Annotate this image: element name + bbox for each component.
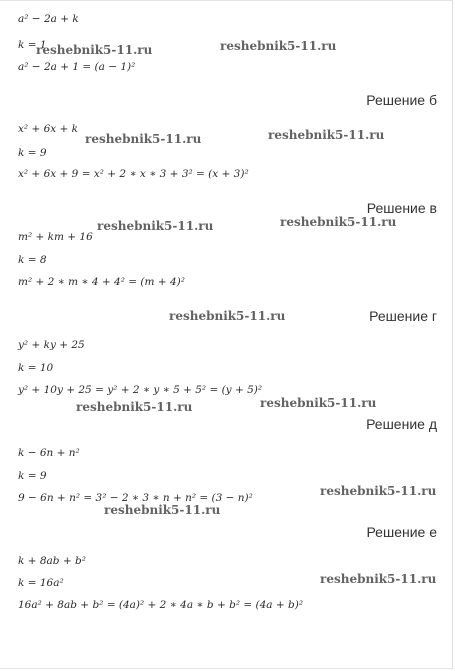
- watermark: reshebnik5-11.ru: [104, 503, 221, 517]
- coefficient-line: k = 9: [18, 147, 47, 159]
- watermark: reshebnik5-11.ru: [320, 484, 437, 498]
- watermark: reshebnik5-11.ru: [280, 215, 397, 229]
- watermark: reshebnik5-11.ru: [268, 128, 385, 142]
- coefficient-line: k = 1: [18, 39, 47, 51]
- result-line: m² + 2 ∗ m ∗ 4 + 4² = (m + 4)²: [18, 276, 185, 288]
- result-line: x² + 6x + 9 = x² + 2 ∗ x ∗ 3 + 3² = (x + 3)²: [18, 168, 249, 180]
- watermark: reshebnik5-11.ru: [97, 219, 214, 233]
- expression-line: a² − 2a + k: [18, 13, 79, 25]
- expression-line: k − 6n + n²: [18, 447, 80, 459]
- watermark: reshebnik5-11.ru: [36, 43, 153, 57]
- section-heading-v: Решение в: [366, 200, 437, 216]
- result-line: a² − 2a + 1 = (a − 1)²: [18, 61, 136, 73]
- expression-line: m² + km + 16: [18, 231, 93, 243]
- result-line: 9 − 6n + n² = 3² − 2 ∗ 3 ∗ n + n² = (3 − n)²: [18, 492, 253, 504]
- section-heading-b: Решение б: [366, 92, 437, 108]
- coefficient-line: k = 8: [18, 254, 47, 266]
- watermark: reshebnik5-11.ru: [260, 396, 377, 410]
- section-heading-e: Решение е: [366, 524, 437, 540]
- coefficient-line: k = 16a²: [18, 577, 64, 589]
- expression-line: x² + 6x + k: [18, 123, 79, 135]
- watermark: reshebnik5-11.ru: [76, 400, 193, 414]
- expression-line: y² + ky + 25: [18, 339, 85, 351]
- section-heading-g: Решение г: [369, 308, 437, 324]
- watermark: reshebnik5-11.ru: [320, 572, 437, 586]
- result-line: 16a² + 8ab + b² = (4a)² + 2 ∗ 4a ∗ b + b² = (4a + b)²: [18, 599, 304, 611]
- watermark: reshebnik5-11.ru: [85, 132, 202, 146]
- watermark: reshebnik5-11.ru: [220, 39, 337, 53]
- coefficient-line: k = 10: [18, 362, 54, 374]
- expression-line: k + 8ab + b²: [18, 555, 86, 567]
- section-heading-d: Решение д: [366, 416, 437, 432]
- result-line: y² + 10y + 25 = y² + 2 ∗ y ∗ 5 + 5² = (y + 5)²: [18, 384, 263, 396]
- coefficient-line: k = 9: [18, 470, 47, 482]
- watermark: reshebnik5-11.ru: [169, 309, 286, 323]
